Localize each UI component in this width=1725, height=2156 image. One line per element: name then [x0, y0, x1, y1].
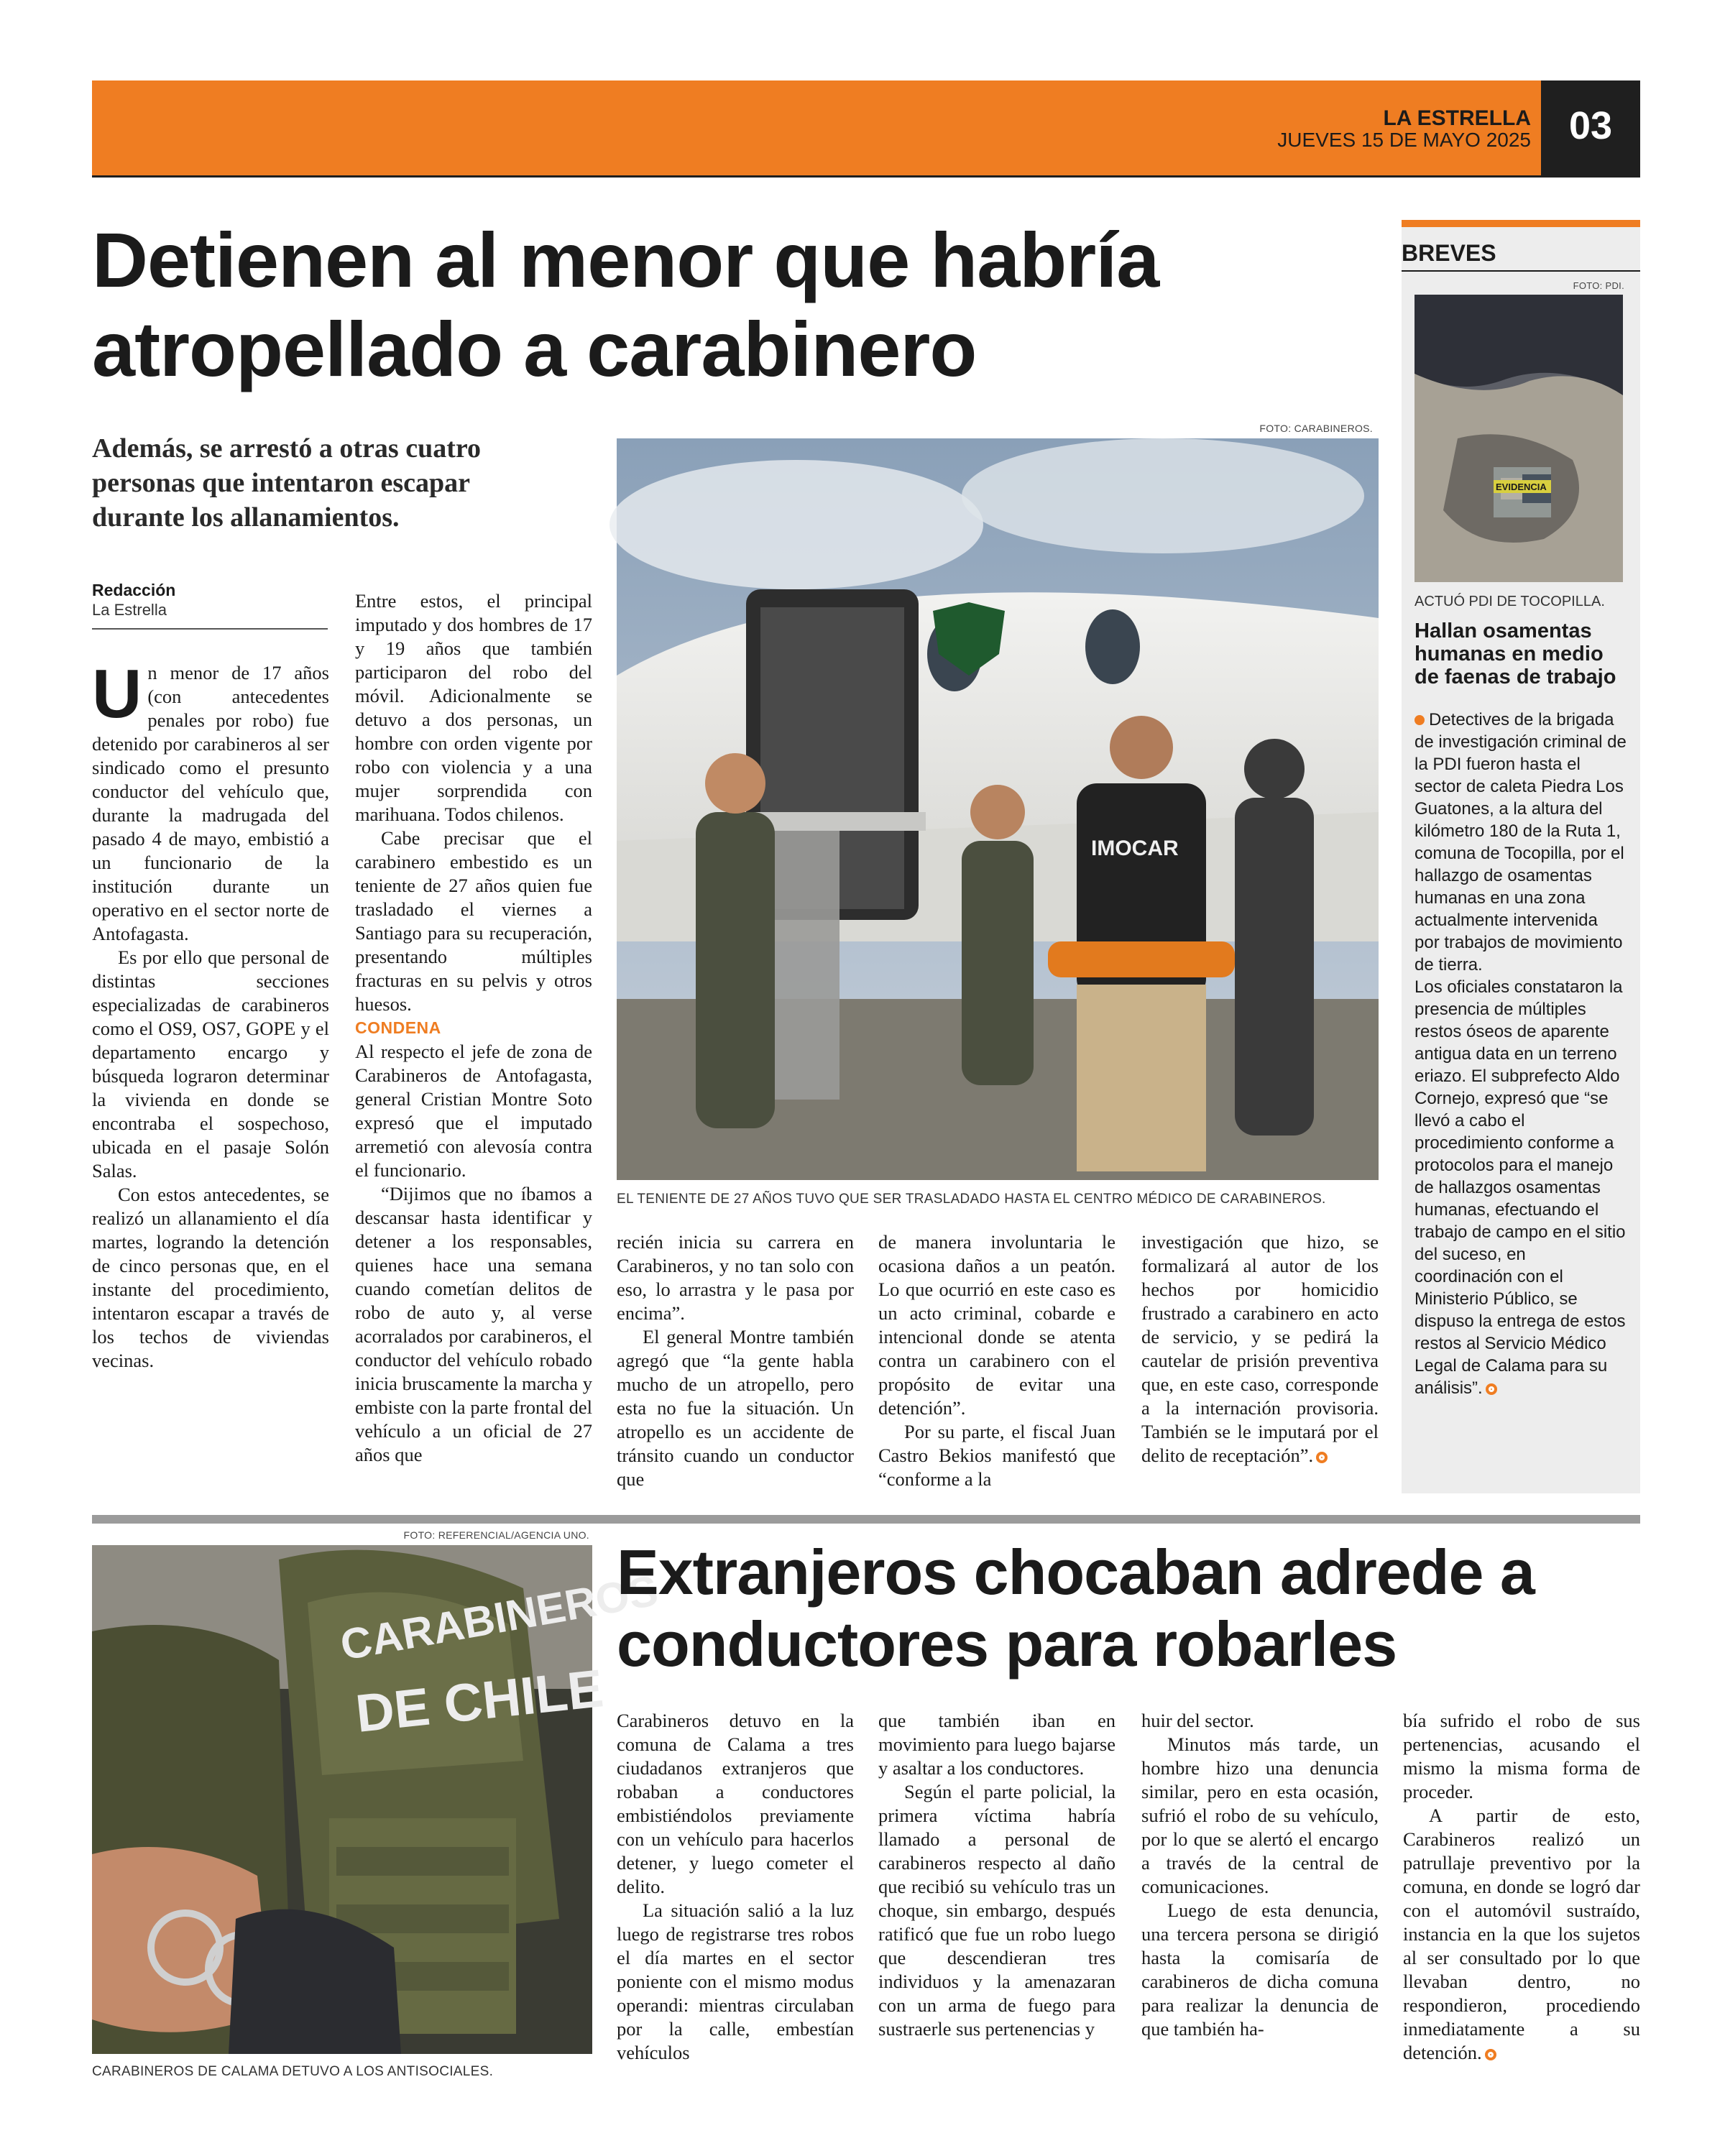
main-paragraph-9: El general Montre también agregó que “la gente habla mucho de un atropello, pero esta no fue la situación. Un atropello es un accidente de tránsito cuando un conductor que: [617, 1326, 854, 1490]
dropcap: U: [92, 655, 142, 732]
main-paragraph-1: n menor de 17 años (con antecedentes penales por robo) fue detenido por carabineros al ser sindicado como el presunto conductor del vehículo que, durante la madrugada del pasado 4 de mayo, embistió a un funcionario de la institución durante un operativo en el sector norte de Antofagasta.: [92, 662, 329, 944]
deck-line-1: Además, se arrestó a otras cuatro: [92, 433, 482, 464]
newspaper-name: LA ESTRELLA: [1383, 106, 1531, 130]
evidence-label: EVIDENCIA: [1496, 482, 1547, 492]
main-photo-illustration: [617, 438, 1379, 1180]
vest-label: IMOCAR: [1091, 837, 1179, 860]
deck-line-2: personas que intentaron escapar: [92, 468, 471, 498]
main-paragraph-2: Es por ello que personal de distintas secciones especializadas de carabineros como el OS9, OS7, GOPE y el departamento encargo y búsqueda lograron determinar la vivienda en donde se encontraba el sospechoso, ubicada en el pasaje Solón Salas.: [92, 946, 329, 1181]
breves-kicker: ACTUÓ PDI DE TOCOPILLA.: [1414, 594, 1605, 609]
breves-label-rule: [1402, 270, 1640, 272]
second-col-3: [1141, 1709, 1379, 2041]
breves-photo-illustration: [1414, 295, 1623, 582]
second-headline-line-2: conductores para robarles: [617, 1608, 1397, 1680]
second-paragraph-6: Minutos más tarde, un hombre hizo una denuncia similar, pero en esta ocasión, sufrió el robo de su vehículo, por lo que se alertó el encargo a través de la central de comunicaciones.: [1141, 1733, 1379, 1897]
main-paragraph-7: “Dijimos que no íbamos a descansar hasta identificar y detener a los responsables, quienes hace una semana cuando cometían delitos de robo de auto y, al verse acorralados por carabineros, el conductor del vehículo robado inicia bruscamente la marcha y embiste con la parte frontal del vehículo a un oficial de 27 años que: [355, 1183, 592, 1465]
main-headline: [92, 216, 1386, 394]
main-headline-line-2: atropellado a carabinero: [92, 305, 977, 392]
main-col-4: [878, 1230, 1116, 1491]
breves-headline-line-2: humanas en medio: [1414, 642, 1604, 665]
subhead-condena: CONDENA: [355, 1018, 441, 1037]
breves-paragraph-2: Los oficiales constataron la presencia de múltiples restos óseos de aparente antigua data en un terreno eriazo. El subprefecto Aldo Cornejo, expresó que “se llevó a cabo el procedimiento conforme a protocolos para el manejo de hallazgos osamentas humanas, efectuando el trabajo de campo en el sitio del suceso, en coordinación con el Ministerio Público, se dispuso la entrega de estos restos al Servicio Médico Legal de Calama para su análisis”.: [1414, 977, 1626, 1398]
issue-date: JUEVES 15 DE MAYO 2025: [1277, 129, 1531, 151]
main-paragraph-12: investigación que hizo, se formalizará al autor de los hechos por homicidio frustrado a carabinero en acto de servicio, y se pedirá la cautelar de prisión preventiva que, en este caso, corresponde a la internación provisoria. También se le imputará por el delito de receptación”.: [1141, 1231, 1379, 1466]
section-divider: [92, 1515, 1640, 1524]
breves-headline: [1414, 619, 1630, 688]
main-deck: [92, 431, 610, 535]
second-paragraph-7: Luego de esta denuncia, una tercera persona se dirigió hasta la comisaría de carabineros de dicha comuna para realizar la denuncia de que también ha-: [1141, 1899, 1379, 2040]
breves-photo-credit: FOTO: PDI.: [1573, 280, 1624, 291]
second-headline: [617, 1537, 1637, 1680]
breves-headline-line-1: Hallan osamentas: [1414, 619, 1592, 642]
vest-line-2: DE CHILE: [352, 1658, 607, 1743]
breves-photo: [1414, 295, 1623, 582]
main-paragraph-11: Por su parte, el fiscal Juan Castro Bekios manifestó que “conforme a la: [878, 1421, 1116, 1490]
second-headline-line-1: Extranjeros chocaban adrede a: [617, 1537, 1535, 1608]
byline-author: Redacción: [92, 581, 176, 599]
main-paragraph-3: Con estos antecedentes, se realizó un allanamiento el día martes, logrando la detención de cinco personas que, en el instante del procedimiento, intentaron escapar a través de los techos de viviendas vecinas.: [92, 1184, 329, 1371]
breves-top-rule: [1402, 220, 1640, 227]
end-mark-icon: [1316, 1452, 1328, 1463]
second-paragraph-2: La situación salió a la luz luego de registrarse tres robos el día martes en el sector poniente con el mismo modus operandi: mientras circulaban por la calle, embestían vehículos: [617, 1899, 854, 2063]
second-col-1: [617, 1709, 854, 2065]
byline-source: La Estrella: [92, 601, 167, 619]
second-end-mark-icon: [1485, 2049, 1496, 2060]
main-photo-credit: FOTO: CARABINEROS.: [1259, 423, 1373, 434]
second-paragraph-5: huir del sector.: [1141, 1710, 1254, 1731]
main-paragraph-6: Al respecto el jefe de zona de Carabineros de Antofagasta, general Cristian Montre Soto expresó que el imputado arremetió con alevosía contra el funcionario.: [355, 1041, 592, 1181]
main-paragraph-10: de manera involuntaria le ocasiona daños a un peatón. Lo que ocurrió en este caso es un acto criminal, cobarde e intencional donde se atenta contra un carabinero con el propósito de evitar una detención”.: [878, 1231, 1116, 1419]
breves-label: BREVES: [1402, 240, 1496, 266]
main-photo-caption: EL TENIENTE DE 27 AÑOS TUVO QUE SER TRASLADADO HASTA EL CENTRO MÉDICO DE CARABINEROS.: [617, 1192, 1326, 1207]
main-col-5: [1141, 1230, 1379, 1468]
main-photo: [617, 438, 1379, 1180]
main-col-3: [617, 1230, 854, 1491]
second-photo-illustration: [92, 1545, 662, 2054]
page-number: 03: [1568, 104, 1613, 147]
second-paragraph-1: Carabineros detuvo en la comuna de Calama a tres ciudadanos extranjeros que robaban a conductores embistiéndolos previamente con un vehículo para hacerlos detener, y luego cometer el delito.: [617, 1710, 854, 1897]
breves-paragraph-1: Detectives de la brigada de investigación criminal de la PDI fueron hasta el sector de caleta Piedra Los Guatones, a la altura del kilómetro 180 de la Ruta 1, comuna de Tocopilla, por el hallazgo de osamentas humanas en una zona actualmente intervenida por trabajos de movimiento de tierra.: [1414, 710, 1627, 975]
main-paragraph-8: recién inicia su carrera en Carabineros, y no tan solo con eso, lo arrastra y le pasa por encima”.: [617, 1231, 854, 1324]
main-paragraph-4: Entre estos, el principal imputado y dos hombres de 17 y 19 años que también participaron del robo del móvil. Adicionalmente se detuvo a dos personas, un hombre con orden vigente por robo con violencia y a una mujer sorprendida con marihuana. Todos chilenos.: [355, 590, 592, 825]
second-col-2: [878, 1709, 1116, 2041]
main-col-1: [92, 655, 329, 1373]
breves-end-mark-icon: [1486, 1383, 1497, 1395]
second-col-4: [1403, 1709, 1640, 2065]
breves-body: [1414, 709, 1627, 1399]
second-photo-credit: FOTO: REFERENCIAL/AGENCIA UNO.: [403, 1529, 589, 1541]
header-rule: [92, 175, 1640, 178]
second-photo: [92, 1545, 662, 2054]
vest-line-1: CARABINEROS: [336, 1566, 662, 1669]
main-paragraph-5: Cabe precisar que el carabinero embestido es un teniente de 27 años quien fue trasladado el viernes a Santiago para su recuperación, presentando múltiples fracturas en su pelvis y otros huesos.: [355, 827, 592, 1015]
bullet-icon: [1414, 715, 1425, 725]
second-paragraph-9: A partir de esto, Carabineros realizó un patrullaje preventivo por la comuna, en donde se logró dar con el automóvil sustraído, instancia en la que los sujetos al ser consultado por lo que llevaban dentro, no respondieron, procediendo inmediatamente a su detención.: [1403, 1805, 1640, 2063]
second-photo-caption: CARABINEROS DE CALAMA DETUVO A LOS ANTISOCIALES.: [92, 2064, 494, 2079]
second-paragraph-4: Según el parte policial, la primera víctima habría llamado a personal de carabineros respecto al daño que recibió su vehículo tras un choque, sin embargo, después ratificó que fue un robo luego que descendieran tres individuos y la amenazaran con un arma de fuego para sustraerle sus pertenencias y: [878, 1781, 1116, 2040]
byline-rule: [92, 628, 328, 630]
main-col-2: [355, 589, 592, 1467]
deck-line-3: durante los allanamientos.: [92, 502, 400, 533]
breves-headline-line-3: de faenas de trabajo: [1414, 665, 1616, 688]
second-paragraph-8: bía sufrido el robo de sus pertenencias, acusando el mismo la misma forma de proceder.: [1403, 1710, 1640, 1802]
second-paragraph-3: que también iban en movimiento para luego bajarse y asaltar a los conductores.: [878, 1710, 1116, 1779]
main-headline-line-1: Detienen al menor que habría: [92, 216, 1159, 303]
